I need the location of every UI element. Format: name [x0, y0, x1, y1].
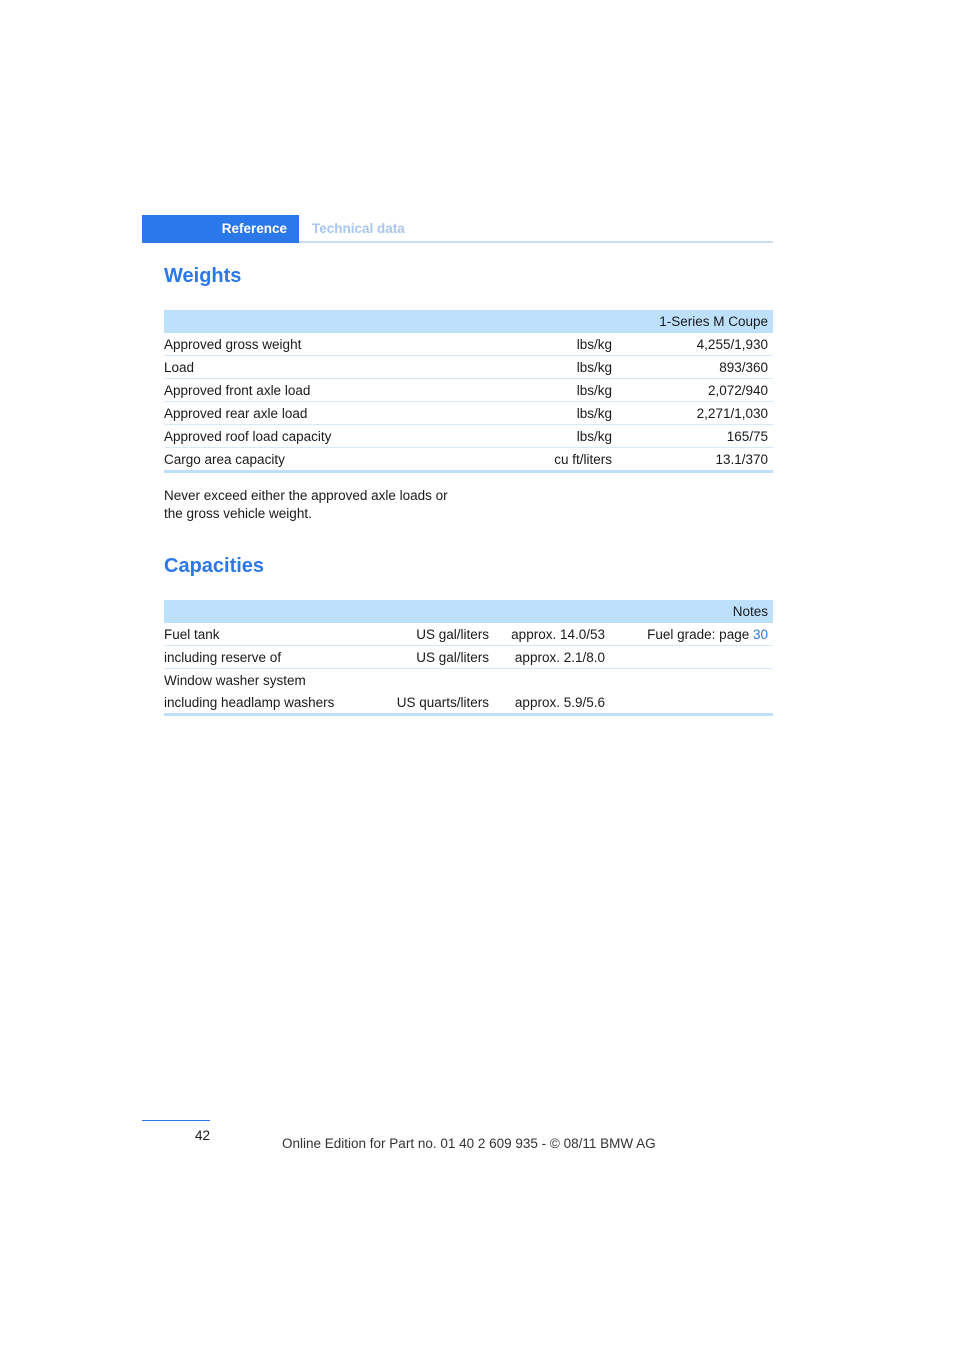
row-unit: lbs/kg — [494, 356, 612, 379]
section-tab-technical-data[interactable]: Technical data — [312, 221, 405, 236]
weights-note-line-1: Never exceed either the approved axle loads or — [164, 488, 448, 503]
capacities-table — [164, 600, 773, 716]
row-label: including headlamp washers — [164, 691, 374, 715]
row-unit: US gal/liters — [374, 646, 489, 669]
row-note — [605, 623, 773, 646]
row-label: Window washer system — [164, 672, 306, 688]
capacities-column-header: Notes — [605, 600, 773, 623]
row-unit: cu ft/liters — [494, 448, 612, 472]
row-note — [605, 669, 773, 692]
row-value: 893/360 — [612, 356, 773, 379]
row-value: approx. 5.9/5.6 — [489, 691, 605, 715]
row-label: including reserve of — [164, 646, 374, 669]
edition-notice: Online Edition for Part no. 01 40 2 609 935 - © 08/11 BMW AG — [282, 1136, 656, 1151]
table-row — [164, 623, 773, 646]
row-unit — [374, 669, 489, 692]
row-note — [605, 691, 773, 715]
row-label: Approved rear axle load — [164, 402, 494, 425]
row-note — [605, 646, 773, 669]
table-row — [164, 356, 773, 379]
row-unit: US quarts/liters — [374, 691, 489, 715]
page-number: 42 — [194, 1128, 210, 1143]
row-label: Approved front axle load — [164, 379, 494, 402]
row-value: 4,255/1,930 — [612, 333, 773, 356]
table-row — [164, 646, 773, 669]
weights-table — [164, 310, 773, 473]
row-unit: lbs/kg — [494, 425, 612, 448]
row-label: Approved gross weight — [164, 333, 494, 356]
capacities-table-header-row — [164, 600, 773, 623]
header-divider — [299, 241, 773, 243]
capacities-heading: Capacities — [164, 555, 265, 577]
row-value: approx. 14.0/53 — [489, 623, 605, 646]
row-label: Cargo area capacity — [164, 448, 494, 472]
row-value — [489, 669, 605, 692]
table-row — [164, 669, 773, 692]
row-unit: lbs/kg — [494, 333, 612, 356]
section-tab-reference[interactable]: Reference — [142, 215, 299, 243]
weights-column-header: 1-Series M Coupe — [612, 310, 773, 333]
weights-table-header-row — [164, 310, 773, 333]
row-label: Load — [164, 356, 494, 379]
table-row — [164, 448, 773, 472]
table-row — [164, 691, 773, 715]
table-row — [164, 379, 773, 402]
fuel-grade-page-link[interactable]: 30 — [752, 626, 768, 642]
row-value: 2,072/940 — [612, 379, 773, 402]
weights-note — [164, 487, 484, 523]
row-value: approx. 2.1/8.0 — [489, 646, 605, 669]
page-header — [142, 215, 773, 243]
weights-note-line-2: the gross vehicle weight. — [164, 506, 312, 521]
row-unit: lbs/kg — [494, 379, 612, 402]
table-row — [164, 333, 773, 356]
fuel-grade-note: Fuel grade: page — [647, 626, 753, 642]
row-label: Fuel tank — [164, 623, 374, 646]
table-row — [164, 425, 773, 448]
footer-divider — [142, 1120, 210, 1121]
table-row — [164, 402, 773, 425]
row-unit: lbs/kg — [494, 402, 612, 425]
row-label: Approved roof load capacity — [164, 425, 494, 448]
row-value: 2,271/1,030 — [612, 402, 773, 425]
weights-heading: Weights — [164, 265, 242, 287]
row-value: 13.1/370 — [612, 448, 773, 472]
row-unit: US gal/liters — [374, 623, 489, 646]
row-value: 165/75 — [612, 425, 773, 448]
